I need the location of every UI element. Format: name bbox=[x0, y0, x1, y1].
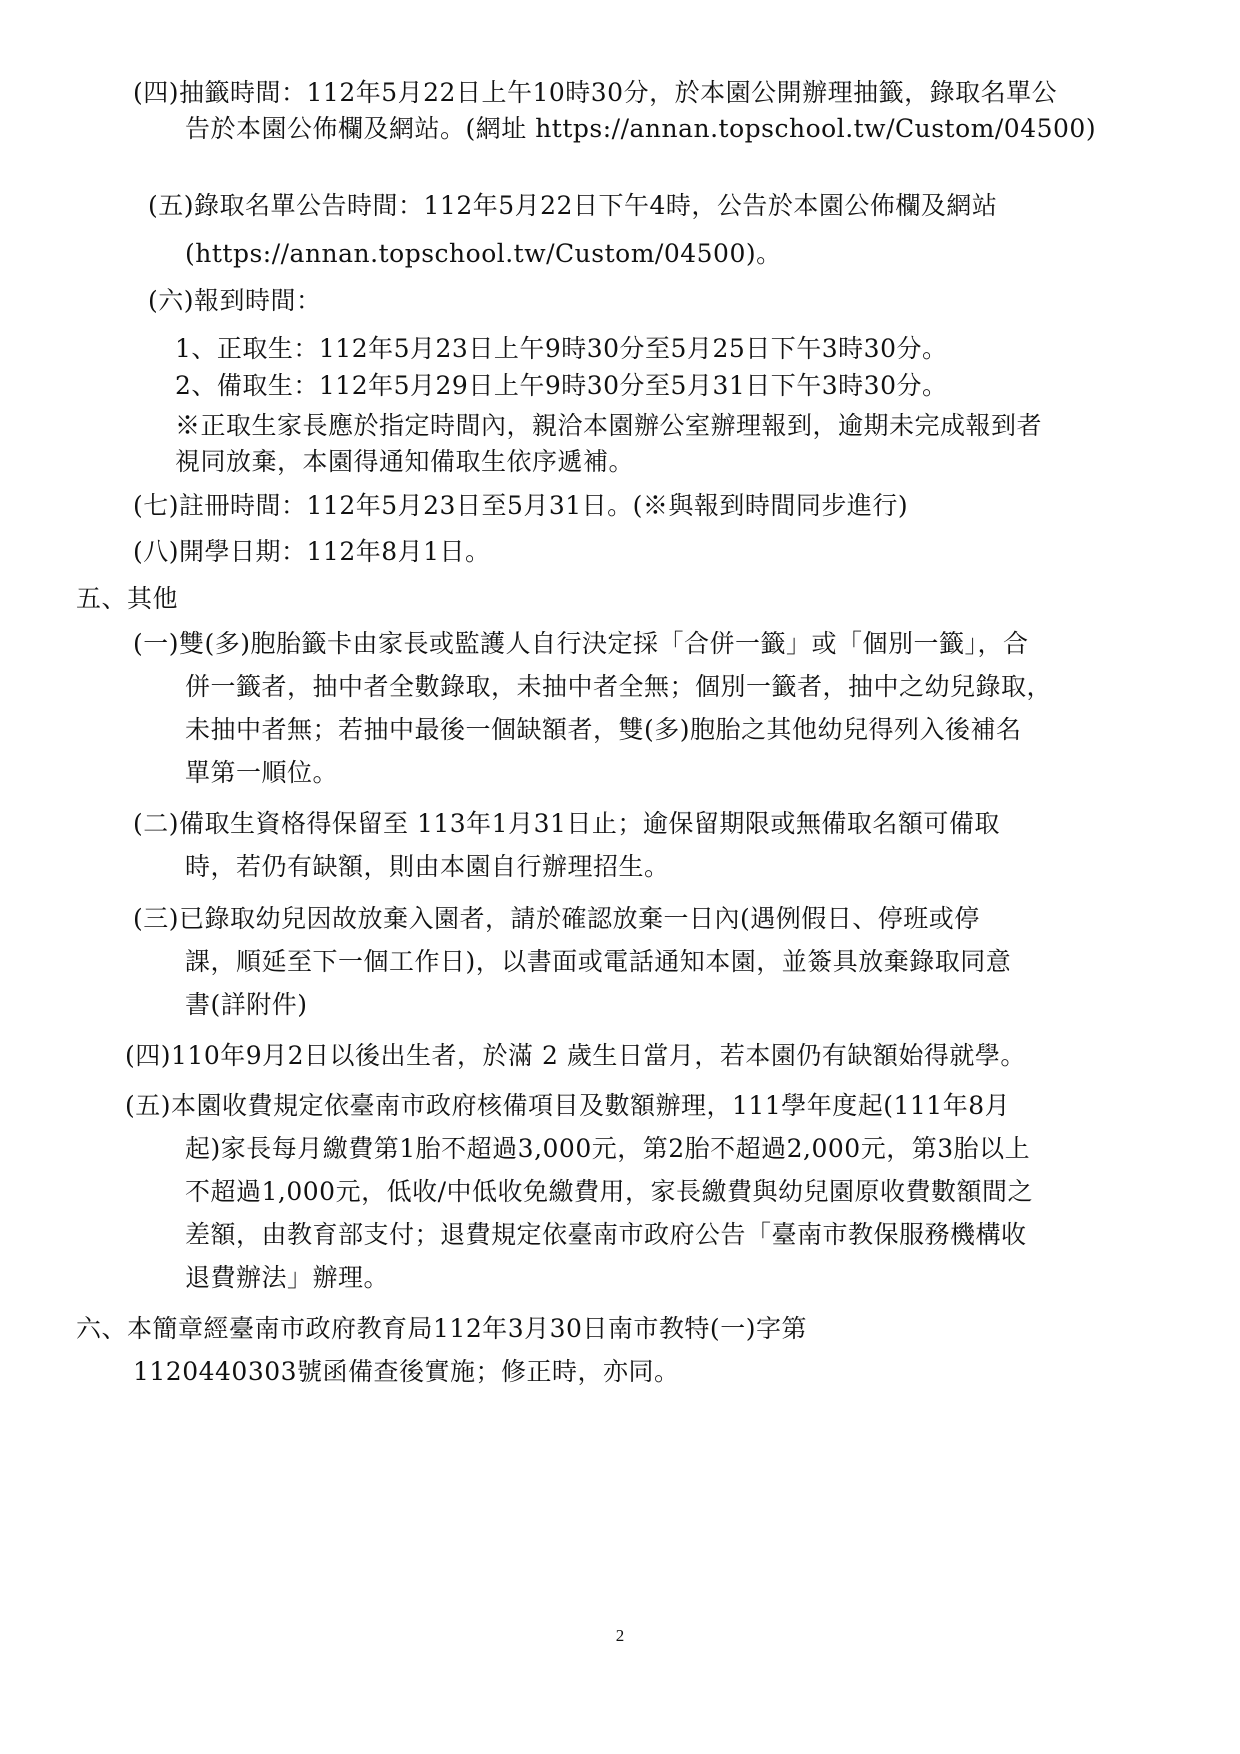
register-note-line2: 視同放棄，本園得通知備取生依序遞補。 bbox=[175, 447, 635, 476]
section6-line2: 1120440303號函備查後實施；修正時，亦同。 bbox=[133, 1357, 680, 1386]
withdrawal-rule-line2: 課，順延至下一個工作日)，以書面或電話通知本園，並簽具放棄錄取同意 bbox=[185, 947, 1012, 976]
announce-time-line2: (https://annan.topschool.tw/Custom/04500)。 bbox=[185, 239, 782, 268]
withdrawal-rule-line1: (三)已錄取幼兒因故放棄入園者，請於確認放棄一日內(遇例假日、停班或停 bbox=[133, 904, 980, 933]
twins-rule-line3: 未抽中者無；若抽中最後一個缺額者，雙(多)胞胎之其他幼兒得列入後補名 bbox=[185, 715, 1022, 744]
fee-rule-line5: 退費辦法」辦理。 bbox=[185, 1263, 390, 1292]
page-number: 2 bbox=[615, 1626, 625, 1645]
fee-rule-line2: 起)家長每月繳費第1胎不超過3,000元，第2胎不超過2,000元，第3胎以上 bbox=[185, 1134, 1031, 1163]
section6-line1: 六、本簡章經臺南市政府教育局112年3月30日南市教特(一)字第 bbox=[76, 1314, 807, 1343]
fee-rule-line1: (五)本園收費規定依臺南市政府核備項目及數額辦理，111學年度起(111年8月 bbox=[125, 1091, 1011, 1120]
fee-rule-line4: 差額，由教育部支付；退費規定依臺南市政府公告「臺南市教保服務機構收 bbox=[185, 1220, 1027, 1249]
twins-rule-line1: (一)雙(多)胞胎籤卡由家長或監護人自行決定採「合併一籤」或「個別一籤」，合 bbox=[133, 629, 1029, 658]
register-time-heading: (六)報到時間： bbox=[148, 286, 322, 315]
enroll-time-line: (七)註冊時間：112年5月23日至5月31日。(※與報到時間同步進行) bbox=[133, 491, 909, 520]
school-start-line: (八)開學日期：112年8月1日。 bbox=[133, 537, 491, 566]
fee-rule-line3: 不超過1,000元，低收/中低收免繳費用，家長繳費與幼兒園原收費數額間之 bbox=[185, 1177, 1033, 1206]
twins-rule-line2: 併一籤者，抽中者全數錄取，未抽中者全無；個別一籤者，抽中之幼兒錄取， bbox=[185, 672, 1053, 701]
register-waitlist-students: 2、備取生：112年5月29日上午9時30分至5月31日下午3時30分。 bbox=[175, 371, 948, 400]
twins-rule-line4: 單第一順位。 bbox=[185, 758, 339, 787]
lottery-time-line2: 告於本園公佈欄及網站。(網址 https://annan.topschool.tw/Custom/04500) bbox=[185, 114, 1097, 143]
register-note-line1: ※正取生家長應於指定時間內，親洽本園辦公室辦理報到，逾期未完成報到者 bbox=[175, 411, 1043, 440]
age-eligibility-line: (四)110年9月2日以後出生者，於滿 2 歲生日當月，若本園仍有缺額始得就學。 bbox=[125, 1041, 1026, 1070]
register-regular-students: 1、正取生：112年5月23日上午9時30分至5月25日下午3時30分。 bbox=[175, 334, 948, 363]
lottery-time-line1: (四)抽籤時間：112年5月22日上午10時30分，於本園公開辦理抽籤，錄取名單公 bbox=[133, 78, 1058, 107]
waitlist-retention-line1: (二)備取生資格得保留至 113年1月31日止；逾保留期限或無備取名額可備取 bbox=[133, 809, 1000, 838]
announce-time-line1: (五)錄取名單公告時間：112年5月22日下午4時，公告於本園公佈欄及網站 bbox=[148, 191, 998, 220]
section5-heading: 五、其他 bbox=[76, 584, 179, 613]
withdrawal-rule-line3: 書(詳附件) bbox=[185, 990, 308, 1019]
waitlist-retention-line2: 時，若仍有缺額，則由本園自行辦理招生。 bbox=[185, 852, 670, 881]
